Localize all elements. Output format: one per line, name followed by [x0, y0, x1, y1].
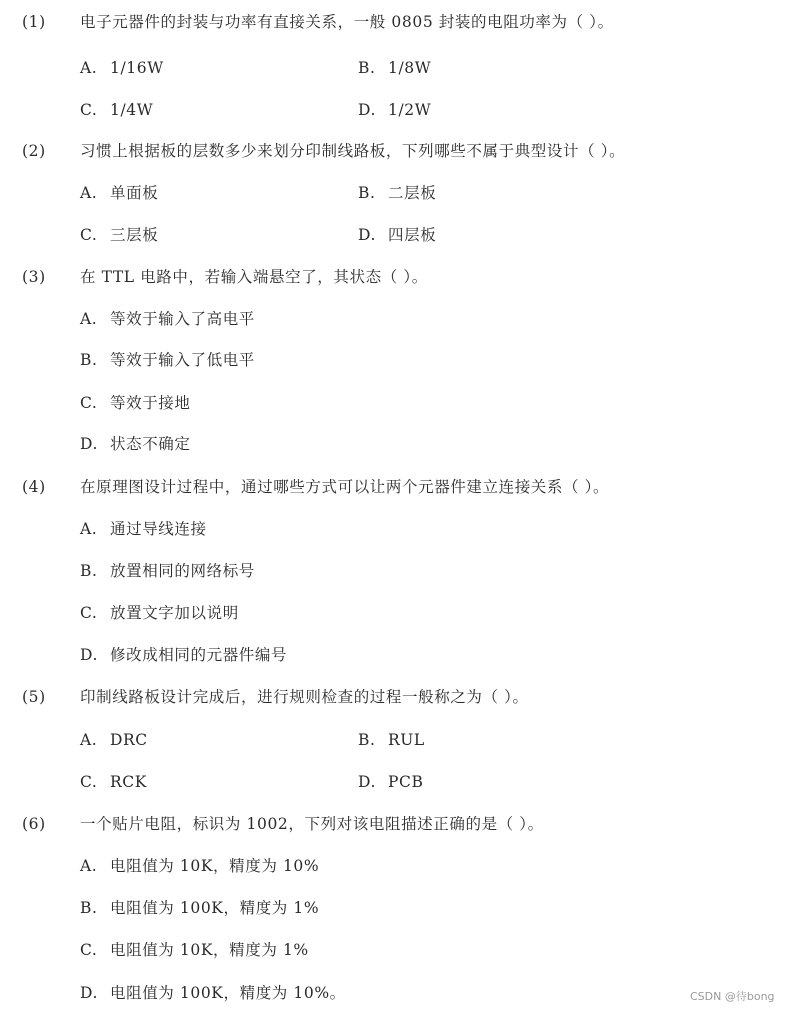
option-letter: D.: [358, 101, 377, 119]
question-text: 习惯上根据板的层数多少来划分印制线路板，下列哪些不属于典型设计（ ）。: [80, 142, 626, 160]
option-c: [80, 940, 309, 960]
option-letter: D.: [358, 226, 377, 244]
option-d: [80, 434, 191, 454]
option-b: [80, 350, 255, 370]
option-letter: B.: [80, 351, 98, 369]
question-number: (6): [22, 815, 46, 833]
option-a: [80, 58, 164, 78]
option-letter: D.: [80, 646, 99, 664]
option-text: 1/2W: [388, 101, 432, 119]
option-letter: D.: [80, 435, 99, 453]
option-c: [80, 100, 153, 120]
option-letter: A.: [80, 520, 98, 538]
watermark: CSDN @待bong: [690, 990, 775, 1003]
option-letter: A.: [80, 310, 98, 328]
option-b: [358, 730, 425, 750]
option-letter: C.: [80, 773, 98, 791]
option-text: RCK: [110, 773, 147, 791]
option-c: [80, 772, 147, 792]
option-b: [80, 561, 255, 581]
option-d: [80, 645, 287, 665]
option-letter: B.: [80, 899, 98, 917]
option-letter: B.: [358, 731, 376, 749]
question-number: (4): [22, 478, 46, 496]
option-a: [80, 730, 148, 750]
question-text: 在 TTL 电路中，若输入端悬空了，其状态（ ）。: [80, 268, 428, 286]
option-text: 1/4W: [110, 101, 154, 119]
option-letter: A.: [80, 857, 98, 875]
option-text: 修改成相同的元器件编号: [110, 646, 288, 664]
question-text: 一个贴片电阻，标识为 1002，下列对该电阻描述正确的是（ ）。: [80, 815, 544, 833]
option-text: 状态不确定: [110, 435, 191, 453]
option-d: [358, 100, 431, 120]
question-text: 在原理图设计过程中，通过哪些方式可以让两个元器件建立连接关系（ ）。: [80, 478, 610, 496]
option-letter: D.: [80, 984, 99, 1002]
question-number: (1): [22, 13, 46, 31]
option-letter: A.: [80, 184, 98, 202]
option-letter: B.: [80, 562, 98, 580]
option-d: [358, 772, 423, 792]
option-text: 单面板: [110, 184, 159, 202]
option-text: 三层板: [110, 226, 159, 244]
option-letter: B.: [358, 59, 376, 77]
question-number: (2): [22, 142, 46, 160]
option-letter: A.: [80, 731, 98, 749]
option-text: 等效于输入了低电平: [110, 351, 255, 369]
option-text: 等效于接地: [110, 394, 191, 412]
option-text: 通过导线连接: [110, 520, 207, 538]
option-text: 电阻值为 10K，精度为 1%: [110, 941, 309, 959]
option-text: 等效于输入了高电平: [110, 310, 255, 328]
option-a: [80, 856, 319, 876]
option-letter: A.: [80, 59, 98, 77]
option-text: 1/8W: [388, 59, 432, 77]
option-c: [80, 603, 239, 623]
option-c: [80, 393, 191, 413]
option-d: [358, 225, 436, 245]
option-b: [358, 183, 436, 203]
option-letter: C.: [80, 101, 98, 119]
question-text: 印制线路板设计完成后，进行规则检查的过程一般称之为（ ）。: [80, 688, 529, 706]
option-a: [80, 309, 255, 329]
option-letter: C.: [80, 941, 98, 959]
option-text: 电阻值为 10K，精度为 10%: [110, 857, 320, 875]
option-c: [80, 225, 158, 245]
option-text: 电阻值为 100K，精度为 10%。: [110, 984, 346, 1002]
option-letter: C.: [80, 394, 98, 412]
question-number: (5): [22, 688, 46, 706]
option-b: [80, 898, 319, 918]
option-text: 放置文字加以说明: [110, 604, 239, 622]
option-a: [80, 519, 207, 539]
question-text: 电子元器件的封装与功率有直接关系，一般 0805 封装的电阻功率为（ ）。: [80, 13, 614, 31]
question-number: (3): [22, 268, 46, 286]
option-d: [80, 983, 346, 1003]
option-letter: C.: [80, 604, 98, 622]
option-text: 四层板: [388, 226, 437, 244]
option-text: 1/16W: [110, 59, 164, 77]
option-letter: C.: [80, 226, 98, 244]
option-b: [358, 58, 431, 78]
option-letter: B.: [358, 184, 376, 202]
option-text: 二层板: [388, 184, 437, 202]
option-text: RUL: [388, 731, 425, 749]
option-text: 电阻值为 100K，精度为 1%: [110, 899, 320, 917]
option-text: 放置相同的网络标号: [110, 562, 255, 580]
option-a: [80, 183, 158, 203]
option-text: DRC: [110, 731, 148, 749]
option-letter: D.: [358, 773, 377, 791]
option-text: PCB: [388, 773, 424, 791]
